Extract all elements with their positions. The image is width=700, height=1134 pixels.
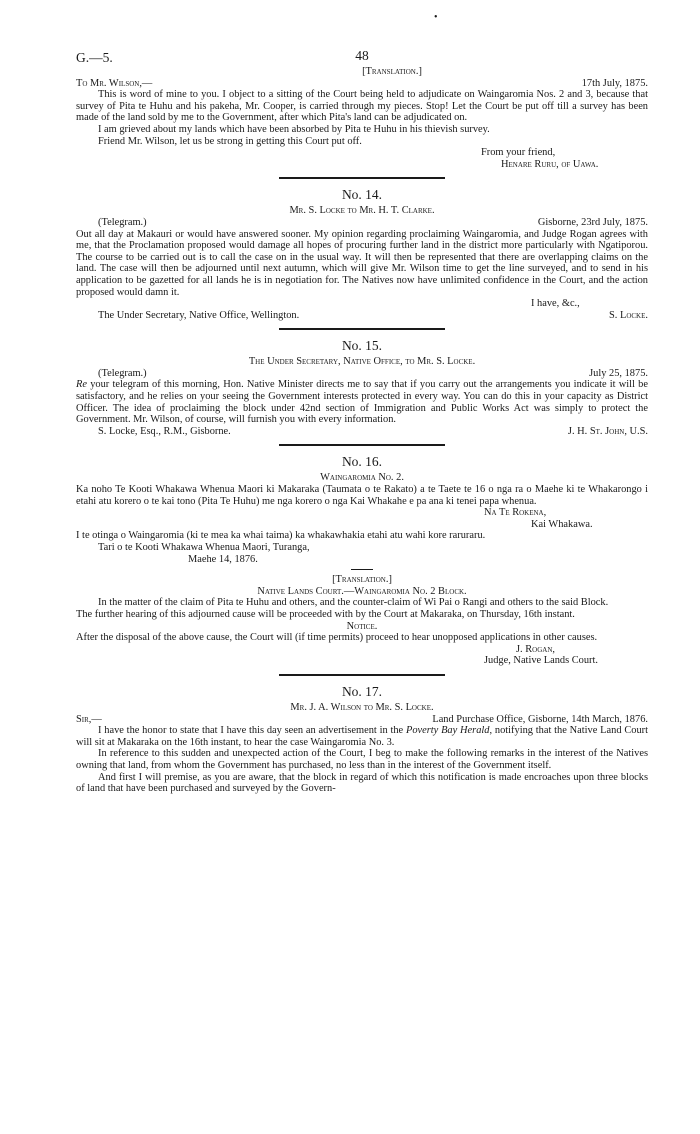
- page-number: 48: [355, 48, 369, 63]
- letter-paragraph: Friend Mr. Wilson, let us be strong in getting this Court put off.: [98, 135, 362, 147]
- letter-paragraph: And first I will premise, as you are aware, that the block in regard of which this notification is made encroaches upon three blocks of land that have been purchased and surveyed by the Govern-: [76, 771, 648, 795]
- document-heading: The Under Secretary, Native Office, to Mr. S. Locke.: [248, 356, 476, 368]
- telegram-body: Out all day at Makauri or would have answered sooner. My opinion regarding proclaiming Waingaromia, and Judge Rogan agrees with me, that the Proclamation proposed would damage all hopes of procuring further land in the district more particularly with Ngatiporou. The course to be carried out is to call the case on in the usual way. It will then be represented that there are overlapping claims on the land. The case will then be adjourned until next autumn, which will give Mr. Wilson time to get the line surveyed, and to send in his application to be gazetted for all lands he is in negotiation for. The Natives now have unlimited confidence in the Court, and the action proposed would damn it.: [76, 228, 648, 298]
- document-reference: G.—5.: [76, 50, 113, 65]
- letter-paragraph: [76, 725, 648, 748]
- document-no-17: [76, 684, 648, 795]
- maori-date: Maehe 14, 1876.: [188, 553, 258, 565]
- short-divider: [351, 569, 373, 570]
- paragraph-text: , notifying that the Native Land Court will sit at Makaraka on the 16th instant, to hear the case Waingaromia No. 3.: [76, 725, 648, 748]
- letter-signature: Henare Ruru, of Uawa.: [501, 158, 599, 170]
- maori-signature-title: Kai Whakawa.: [531, 518, 593, 530]
- court-further: The further hearing of this adjourned cause will be proceeded with by the Court at Makaraka, on Thursday, 16th instant.: [76, 608, 575, 620]
- signature: J. H. St. John, U.S.: [567, 425, 648, 437]
- document-number: No. 17.: [341, 683, 383, 699]
- document-no-16: [76, 454, 648, 667]
- letter-henare-ruru: [76, 66, 648, 170]
- document-no-15: [76, 338, 648, 437]
- telegram-row: [76, 368, 648, 380]
- court-heading: Native Lands Court.—Waingaromia No. 2 Block.: [257, 585, 467, 597]
- salutation: Sir,—: [76, 713, 102, 725]
- addressee: S. Locke, Esq., R.M., Gisborne.: [98, 425, 231, 437]
- letter-paragraph: In reference to this sudden and unexpected action of the Court, I beg to make the following remarks in the interest of the Natives owning that land, from whom the Government has purchased, no less than in the interest of the Government itself.: [76, 748, 648, 771]
- print-mark: •: [434, 12, 438, 23]
- letter-date: 17th July, 1875.: [581, 77, 648, 89]
- paragraph-text: I have the honor to state that I have this day seen an advertisement in the: [98, 725, 406, 737]
- letter-paragraph: This is word of mine to you. I object to a sitting of the Court being held to adjudicate on Waingaromia Nos. 2 and 3, because that survey of Pita te Huhu and his pakeha, Mr. Cooper, is carried through my pieces. Stop! Let the Court be put off till a survey has been made of the land sold by me to the Government, after which Pita's land can be adjudicated on.: [76, 89, 648, 124]
- document-heading: Waingaromia No. 2.: [320, 472, 404, 484]
- document-heading: Mr. S. Locke to Mr. H. T. Clarke.: [289, 205, 435, 217]
- telegram-closing: I have, &c.,: [531, 298, 580, 310]
- letter-address-row: [76, 78, 648, 90]
- document-heading: Mr. J. A. Wilson to Mr. S. Locke.: [290, 701, 434, 713]
- translation-label: [Translation.]: [362, 66, 422, 77]
- section-divider: [279, 177, 445, 179]
- place-date: Land Purchase Office, Gisborne, 14th March, 1876.: [432, 713, 648, 725]
- maori-notice: Ka noho Te Kooti Whakawa Whenua Maori ki Makaraka (Taumata o te Rakato) a te Taete te 16 o nga ra o Maehe ki te Whakarongo i etahi atu korero o te kai tono (Pita Te Huhu) me nga korero o nga Kai Whakahe e pa ana ki tenei papa whenua.: [76, 484, 648, 507]
- judge-signature: J. Rogan,: [516, 643, 555, 655]
- telegram-date: Gisborne, 23rd July, 1875.: [537, 216, 648, 228]
- telegram-body-text: your telegram of this morning, Hon. Native Minister directs me to say that if you carry out the arrangements you indicate it will be satisfactory, and he relies on your seeing the Government interests protected in every way. You can do this in your capacity as District Officer. The idea of proclaiming the block under 42nd section of Immigration and Public Works Act was simply to protect the Government. Mr. Wilson, of course, will furnish you with every information.: [76, 379, 648, 426]
- court-notice: After the disposal of the above cause, the Court will (if time permits) proceed to hear unopposed applications in other causes.: [76, 632, 598, 644]
- document-number: No. 16.: [341, 454, 383, 470]
- section-divider: [279, 674, 445, 676]
- re-word: Re: [76, 379, 87, 391]
- signature-row: [76, 426, 648, 438]
- court-matter: In the matter of the claim of Pita te Huhu and others, and the counter-claim of Wi Pai o Rangi and others to the said Block.: [98, 597, 609, 609]
- letter-closing: From your friend,: [481, 147, 556, 159]
- document-no-14: [76, 187, 648, 321]
- telegram-row: [76, 217, 648, 229]
- signature: S. Locke.: [609, 309, 648, 321]
- notice-label: Notice.: [346, 620, 378, 632]
- maori-notice: I te otinga o Waingaromia (ki te mea ka whai taima) ka whakawhakia etahi atu wahi kore raruraru.: [76, 530, 486, 542]
- maori-signature: Na Te Rokena,: [484, 507, 547, 519]
- telegram-body: [76, 379, 648, 425]
- telegram-date: July 25, 1875.: [589, 367, 648, 379]
- telegram-label: (Telegram.): [98, 367, 147, 379]
- section-divider: [279, 444, 445, 446]
- maori-place: Tari o te Kooti Whakawa Whenua Maori, Turanga,: [98, 542, 310, 553]
- document-number: No. 15.: [341, 338, 383, 354]
- document-number: No. 14.: [341, 187, 383, 203]
- addressee: The Under Secretary, Native Office, Wellington.: [98, 309, 300, 321]
- page-header: [76, 12, 648, 65]
- letter-paragraph: I am grieved about my lands which have been absorbed by Pita te Huhu in his thievish survey.: [98, 123, 490, 135]
- telegram-label: (Telegram.): [98, 216, 147, 228]
- judge-title: Judge, Native Lands Court.: [484, 655, 598, 667]
- signature-row: [76, 310, 648, 322]
- translation-label: [Translation.]: [332, 574, 392, 586]
- section-divider: [279, 328, 445, 330]
- salutation-row: [76, 714, 648, 726]
- newspaper-name: Poverty Bay Herald: [405, 725, 490, 737]
- letter-addressee: To Mr. Wilson,—: [76, 77, 153, 89]
